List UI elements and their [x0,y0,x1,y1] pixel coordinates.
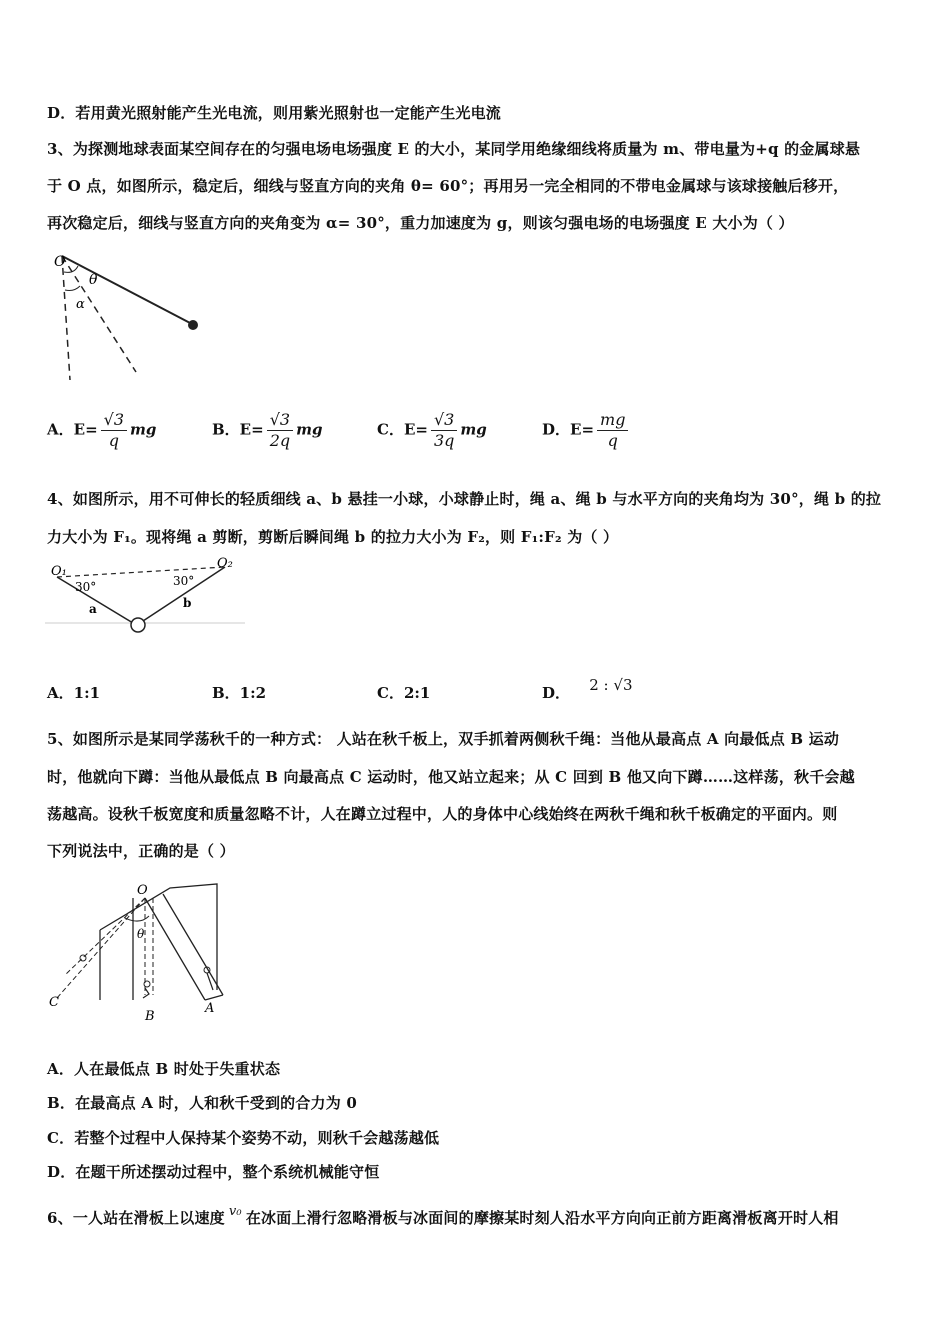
q4-option-b[interactable]: B．1:2 [212,684,267,702]
label-a: a [89,602,97,616]
q4-option-a[interactable]: A．1:1 [47,684,101,702]
q5-text-line1: 5、如图所示是某同学荡秋千的一种方式： 人站在秋千板上，双手抓着两侧秋千绳：当他从最高点 A 向最低点 B 运动 [47,730,840,748]
q6-v0: v₀ [228,1204,242,1219]
q2-option-d: D．若用黄光照射能产生光电流，则用紫光照射也一定能产生光电流 [47,104,502,122]
q6-text-line1: 6、一人站在滑板上以速度 v₀ 在冰面上滑行忽略滑板与冰面间的摩擦某时刻人沿水平方向向正前方距离滑板离开时人相 [47,1204,839,1227]
label-c: C [49,995,59,1010]
horizontal-dashed-line [57,567,225,577]
q5-text-line2: 时，他就向下蹲：当他从最低点 B 向最高点 C 运动时，他又站立起来；从 C 回到 B 他又向下蹲……这样荡，秋千会越 [47,768,855,786]
vertical-dashed-line [62,256,70,380]
label-alpha: α [76,297,85,312]
string-alpha [62,256,136,372]
label-b: b [183,596,192,610]
q4-option-c[interactable]: C．2:1 [377,684,431,702]
q3-option-c[interactable]: C．E= $\frac{√3}{3q}$ mg [377,410,487,450]
string-theta [62,256,192,324]
swing-frame [100,884,217,990]
q5-option-c[interactable]: C．若整个过程中人保持某个姿势不动，则秋千会越荡越低 [47,1129,440,1147]
q3-pendulum-figure [50,250,210,385]
q5-text-line4: 下列说法中，正确的是（ ） [47,842,235,860]
q5-option-d[interactable]: D．在题干所述摆动过程中，整个系统机械能守恒 [47,1163,380,1181]
label-a: A [205,1001,215,1016]
q4-option-d-value: 2 : √3 [589,676,633,694]
q3-text-line2: 于 O 点，如图所示，稳定后，细线与竖直方向的夹角 θ= 60°；再用另一完全相同的不带电金属球与该球接触后移开， [47,177,849,195]
q4-two-string-figure [45,555,245,640]
seat-a [205,995,223,1000]
label-o2: O₂ [217,556,233,571]
label-theta: θ [89,272,98,288]
q3-text-line1: 3、为探测地球表面某空间存在的匀强电场电场强度 E 的大小，某同学用绝缘细线将质量为 m、带电量为+q 的金属球悬 [47,140,861,158]
label-theta: θ [137,927,145,941]
label-b: B [145,1009,155,1024]
q5-text-line3: 荡越高。设秋千板宽度和质量忽略不计，人在蹲立过程中，人的身体中心线始终在两秋千绳和秋千板确定的平面内。则 [47,805,838,823]
q3-text-line3: 再次稳定后，细线与竖直方向的夹角变为 α= 30°，重力加速度为 g，则该匀强电场的电场强度 E 大小为（ ） [47,214,794,232]
q3-option-b[interactable]: B．E= $\frac{√3}{2q}$ mg [212,410,323,450]
q5-option-a[interactable]: A．人在最低点 B 时处于失重状态 [47,1060,281,1078]
q4-text-line2: 力大小为 F₁。现将绳 a 剪断，剪断后瞬间绳 b 的拉力大小为 F₂，则 F₁:F₂ 为（ ） [47,528,619,546]
q5-option-b[interactable]: B．在最高点 A 时，人和秋千受到的合力为 0 [47,1094,358,1112]
label-angle-1: 30° [75,580,97,594]
q4-option-d[interactable]: D． 2 : √3 [542,676,633,702]
label-angle-2: 30° [173,574,195,588]
label-o1: O₁ [51,564,67,579]
hanging-ball [131,618,145,632]
q3-option-a[interactable]: A．E= $\frac{√3}{q}$ mg [47,410,157,450]
charged-ball [188,320,198,330]
q4-text-line1: 4、如图所示，用不可伸长的轻质细线 a、b 悬挂一小球，小球静止时，绳 a、绳 b 与水平方向的夹角均为 30°，绳 b 的拉 [47,490,882,508]
label-o: O [137,883,148,898]
q3-option-d[interactable]: D．E= $\frac{mg}{q}$ [542,410,631,451]
label-o: O [54,254,66,270]
q5-swing-figure [45,880,245,1025]
